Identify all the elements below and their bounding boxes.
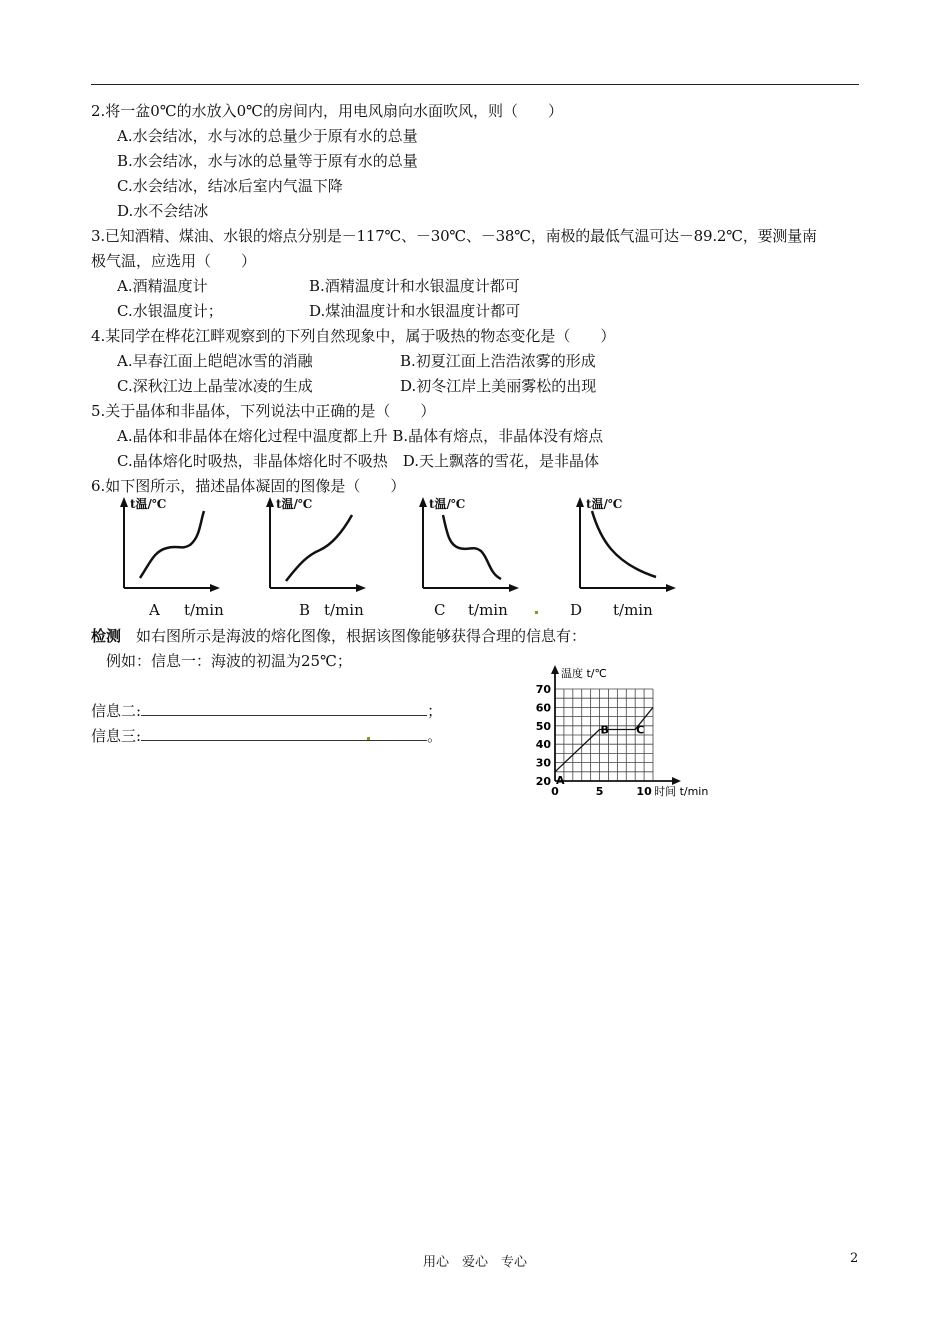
q6-stem: 6.如下图所示，描述晶体凝固的图像是（ ） bbox=[91, 477, 406, 495]
y-tick-label: 50 bbox=[535, 719, 551, 733]
point-label-b: B bbox=[600, 723, 609, 737]
x-axis-arrow bbox=[672, 777, 681, 785]
haibo-melting-chart bbox=[525, 663, 725, 812]
info2-line bbox=[91, 701, 442, 721]
q6-graph-d bbox=[568, 493, 678, 602]
q6-graph-d-letter: D bbox=[570, 601, 583, 619]
q6-graph-a-y-label: t温/℃ bbox=[130, 497, 167, 511]
q6-graph-b-letter: B bbox=[299, 601, 311, 619]
q6-graph-d-x-label: t/min bbox=[613, 601, 653, 619]
point-label-a: A bbox=[556, 773, 565, 787]
haibo-chart-svg bbox=[525, 663, 725, 808]
footer-text: 用心 爱心 专心 bbox=[422, 1255, 527, 1270]
y-tick-label: 30 bbox=[535, 756, 551, 770]
x-tick-label: 10 bbox=[636, 785, 652, 798]
jiance-title: 检测 bbox=[91, 627, 122, 645]
melting-line bbox=[555, 707, 653, 771]
q6-graph-a-letter: A bbox=[149, 601, 160, 619]
q2-stem: 2.将一盆0℃的水放入0℃的房间内，用电风扇向水面吹风，则（ ） bbox=[91, 102, 563, 120]
y-tick-label: 70 bbox=[535, 683, 551, 696]
point-label-c: C bbox=[636, 723, 645, 737]
q6-graph-c-letter: C bbox=[434, 601, 446, 619]
q5-options-line2: C.晶体熔化时吸热，非晶体熔化时不吸热 D.天上飘落的雪花，是非晶体 bbox=[117, 452, 599, 470]
info3-end: 。 bbox=[427, 727, 443, 745]
q2-option-d: D.水不会结冰 bbox=[117, 202, 209, 220]
q6-graph-a bbox=[112, 493, 222, 602]
q5-stem: 5.关于晶体和非晶体，下列说法中正确的是（ ） bbox=[91, 402, 436, 420]
info2-label: 信息二: bbox=[91, 702, 142, 720]
y-axis-label: 温度 t/℃ bbox=[561, 667, 607, 680]
q4-option-b: B.初夏江面上浩浩浓雾的形成 bbox=[400, 352, 596, 370]
q3-option-d: D.煤油温度计和水银温度计都可 bbox=[309, 302, 521, 320]
jiance-text: 如右图所示是海波的熔化图像，根据该图像能够获得合理的信息有： bbox=[121, 627, 587, 645]
info2-end: ； bbox=[427, 702, 443, 720]
q4-option-c: C.深秋江边上晶莹冰凌的生成 bbox=[117, 377, 313, 395]
jiance-example: 例如：信息一：海波的初温为25℃； bbox=[106, 652, 352, 670]
info3-label: 信息三: bbox=[91, 727, 142, 745]
q6-graph-c-x-label: t/min bbox=[468, 601, 508, 619]
jiance-line bbox=[91, 626, 586, 646]
q3-option-c: C.水银温度计； bbox=[117, 302, 223, 320]
x-tick-label: 5 bbox=[595, 785, 604, 798]
q3-option-a: A.酒精温度计 bbox=[117, 277, 208, 295]
info3-blank[interactable] bbox=[141, 726, 427, 741]
q6-graph-c-y-label: t温/℃ bbox=[429, 497, 466, 511]
q6-graph-b-y-label: t温/℃ bbox=[276, 497, 313, 511]
y-axis-arrow bbox=[551, 665, 559, 674]
x-axis-label: 时间 t/min bbox=[654, 785, 709, 798]
header-rule bbox=[91, 84, 859, 85]
q4-option-a: A.早春江面上皑皑冰雪的消融 bbox=[117, 352, 313, 370]
q6-graph-c bbox=[411, 493, 521, 602]
q2-option-a: A.水会结冰，水与冰的总量少于原有水的总量 bbox=[117, 127, 418, 145]
q6-graph-b-x-label: t/min bbox=[324, 601, 364, 619]
q2-option-b: B.水会结冰，水与冰的总量等于原有水的总量 bbox=[117, 152, 418, 170]
y-tick-label: 40 bbox=[535, 738, 551, 752]
q6-graph-d-y-label: t温/℃ bbox=[586, 497, 623, 511]
stray-mark bbox=[535, 611, 538, 614]
q6-graph-b bbox=[258, 493, 368, 602]
x-tick-label: 0 bbox=[551, 785, 559, 798]
q6-graph-a-x-label: t/min bbox=[184, 601, 224, 619]
q4-option-d: D.初冬江岸上美丽雾松的出现 bbox=[400, 377, 597, 395]
q2-option-c: C.水会结冰，结冰后室内气温下降 bbox=[117, 177, 343, 195]
y-tick-label: 60 bbox=[535, 701, 551, 715]
stray-mark-2 bbox=[367, 737, 370, 740]
q4-stem: 4.某同学在桦花江畔观察到的下列自然现象中，属于吸热的物态变化是（ ） bbox=[91, 327, 616, 345]
page-number: 2 bbox=[850, 1251, 859, 1266]
q3-stem-line2: 极气温，应选用（ ） bbox=[91, 252, 257, 270]
info3-line bbox=[91, 726, 442, 746]
q3-option-b: B.酒精温度计和水银温度计都可 bbox=[309, 277, 520, 295]
q5-options-line1: A.晶体和非晶体在熔化过程中温度都上升 B.晶体有熔点，非晶体没有熔点 bbox=[117, 427, 604, 445]
y-tick-label: 20 bbox=[535, 775, 551, 788]
info2-blank[interactable] bbox=[141, 701, 427, 716]
q3-stem-line1: 3.已知酒精、煤油、水银的熔点分别是－117℃、－30℃、－38℃，南极的最低气温可达－89.2℃，要测量南 bbox=[91, 227, 817, 245]
